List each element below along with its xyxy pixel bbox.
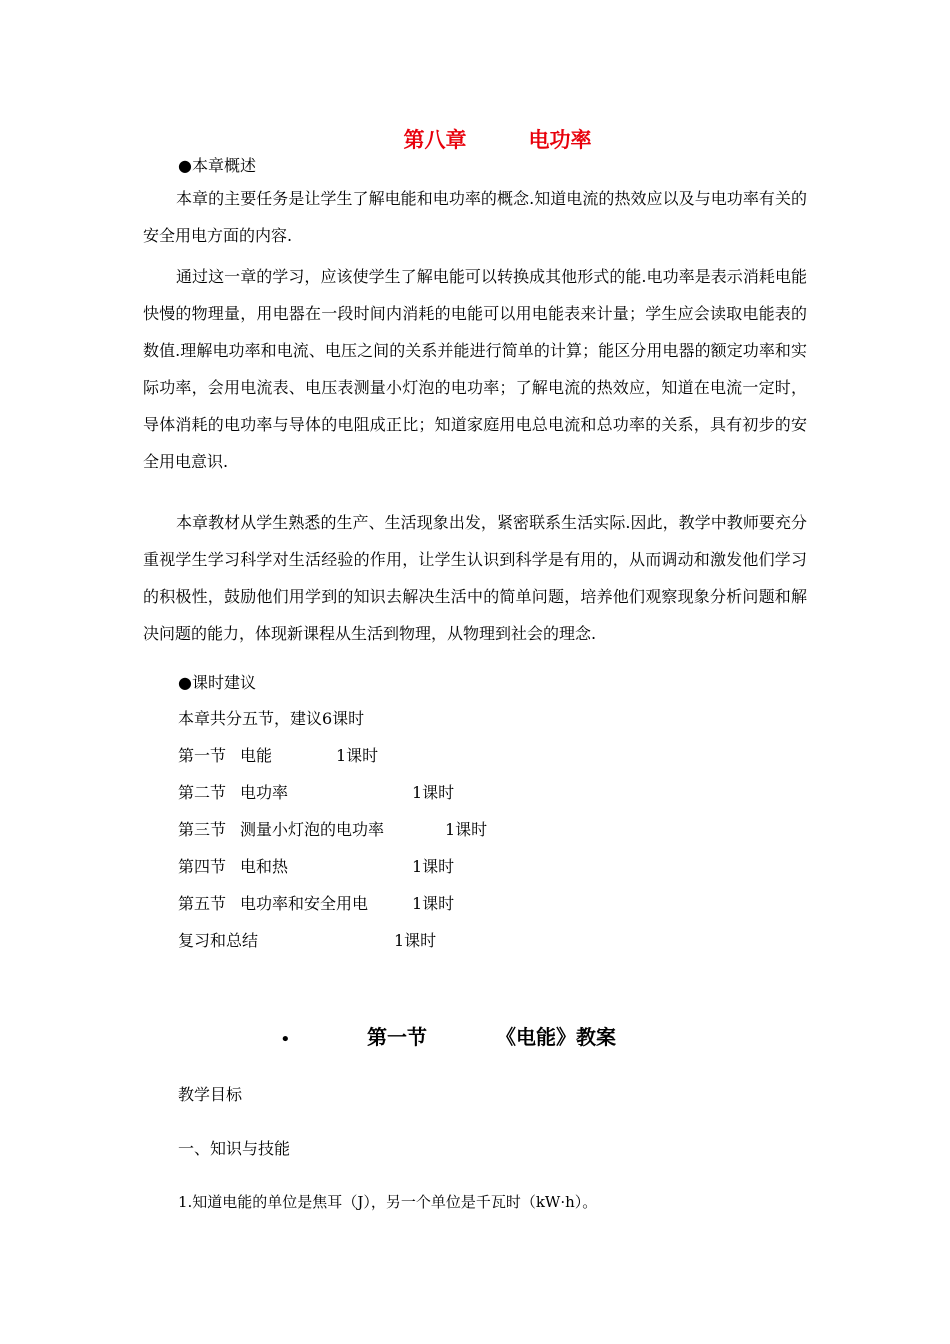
schedule-topic: 电和热	[240, 857, 289, 876]
overview-paragraph-3: 本章教材从学生熟悉的生产、生活现象出发，紧密联系生活实际.因此，教学中教师要充分重视学生学习科学对生活经验的作用，让学生认识到科学是有用的，从而调动和激发他们学习的积极性，鼓励他们用学到的知识去解决生活中的简单问题，培养他们观察现象分析问题和解决问题的能力，体现新课程从生活到物理，从物理到社会的理念.	[143, 513, 807, 643]
schedule-row	[178, 780, 455, 803]
schedule-hours: 1课时	[412, 894, 455, 913]
schedule-row	[178, 891, 455, 914]
schedule-hours: 1课时	[412, 857, 455, 876]
schedule-topic: 测量小灯泡的电功率	[240, 820, 385, 839]
schedule-hours: 1课时	[445, 820, 488, 839]
overview-paragraph-1: 本章的主要任务是让学生了解电能和电功率的概念.知道电流的热效应以及与电功率有关的安全用电方面的内容.	[143, 189, 807, 245]
goal-item-1: 1.知道电能的单位是焦耳（J），另一个单位是千瓦时（kW·h）。	[178, 1193, 598, 1211]
overview-heading: ●本章概述	[178, 156, 256, 175]
schedule-intro: 本章共分五节，建议6课时	[178, 709, 365, 728]
schedule-section: 第三节	[178, 820, 227, 839]
chapter-number: 第八章	[403, 127, 467, 152]
chapter-name: 电功率	[528, 127, 592, 152]
overview-paragraph-2: 通过这一章的学习，应该使学生了解电能可以转换成其他形式的能.电功率是表示消耗电能快慢的物理量，用电器在一段时间内消耗的电能可以用电能表来计量；学生应会读取电能表的数值.理解电功率和电流、电压之间的关系并能进行简单的计算；能区分用电器的额定功率和实际功率，会用电流表、电压表测量小灯泡的电功率；了解电流的热效应，知道在电流一定时，导体消耗的电功率与导体的电阻成正比；知道家庭用电总电流和总功率的关系，具有初步的安全用电意识.	[143, 267, 807, 471]
lesson-title: 《电能》教案	[496, 1025, 616, 1049]
schedule-row	[178, 928, 437, 951]
schedule-hours: 1课时	[336, 746, 379, 765]
schedule-row	[178, 854, 455, 877]
goals-heading: 教学目标	[178, 1085, 243, 1104]
schedule-section: 复习和总结	[178, 931, 259, 950]
schedule-topic: 电能	[240, 746, 273, 765]
schedule-heading: ●课时建议	[178, 673, 256, 692]
knowledge-skills-heading: 一、知识与技能	[178, 1139, 291, 1158]
schedule-section: 第五节	[178, 894, 227, 913]
schedule-row	[178, 743, 379, 766]
schedule-topic: 电功率和安全用电	[240, 894, 369, 913]
schedule-section: 第四节	[178, 857, 227, 876]
schedule-topic: 电功率	[240, 783, 289, 802]
bullet-icon: •	[280, 1029, 291, 1050]
lesson-number: 第一节	[367, 1025, 427, 1049]
schedule-hours: 1课时	[394, 931, 437, 950]
schedule-hours: 1课时	[412, 783, 455, 802]
schedule-section: 第二节	[178, 783, 227, 802]
chapter-title	[0, 124, 950, 154]
schedule-section: 第一节	[178, 746, 227, 765]
schedule-row	[178, 817, 488, 840]
